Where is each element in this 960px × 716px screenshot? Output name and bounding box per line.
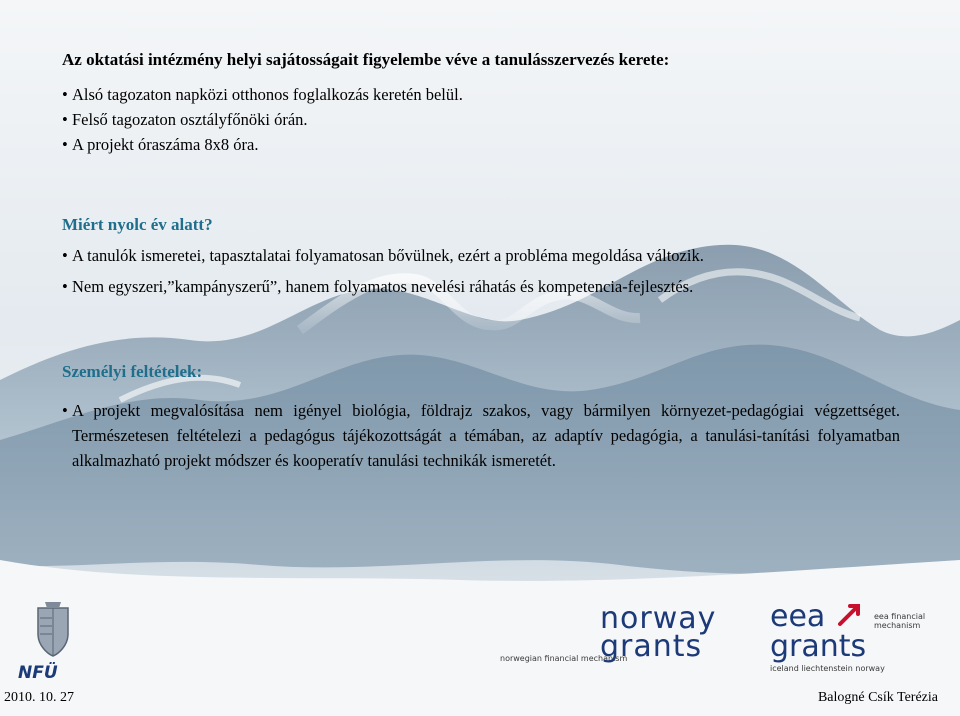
eea-grants-logo (770, 598, 950, 678)
coat-of-arms-icon (18, 600, 88, 660)
nfu-logo (18, 600, 88, 682)
bullet-item: • A tanulók ismeretei, tapasztalatai folyamatosan bővülnek, ezért a probléma megoldása változik. (62, 243, 900, 268)
bullet-item: • A projekt óraszáma 8x8 óra. (62, 132, 900, 157)
eea-arrow-icon (836, 600, 866, 630)
section-heading-framework: Az oktatási intézmény helyi sajátosságait figyelembe véve a tanulásszervezés kerete: (62, 50, 670, 69)
eea-grants-line1: eea (770, 599, 826, 634)
eea-grants-sub: iceland liechtenstein norway (770, 664, 885, 673)
eea-grants-mech: eea financial mechanism (874, 612, 926, 630)
section-heading-personal: Személyi feltételek: (62, 362, 203, 381)
eea-grants-line2: grants (770, 629, 867, 664)
bullet-item: • A projekt megvalósítása nem igényel biológia, földrajz szakos, vagy bármilyen környezet-pedagógiai végzettséget. Természetesen feltételezi a pedagógus tájékozottságát a témában, az adaptív pedagógia, a tanulási-tanítási folyamatban alkalmazható projekt módszer és kooperatív tanulási technikák ismeretét. (62, 398, 900, 473)
bullet-item: • Alsó tagozaton napközi otthonos foglalkozás keretén belül. (62, 82, 900, 107)
section-heading-why: Miért nyolc év alatt? (62, 215, 213, 234)
norway-grants-logo (500, 600, 750, 670)
norway-grants-sub: norwegian financial mechanism (500, 654, 628, 663)
footer-author: Balogné Csík Terézia (817, 690, 938, 705)
norway-grants-line2: grants (600, 629, 703, 664)
bullet-item: • Felső tagozaton osztályfőnöki órán. (62, 107, 900, 132)
bullet-item: • Nem egyszeri,”kampányszerű”, hanem folyamatos nevelési ráhatás és kompetencia-fejlesztés. (62, 274, 900, 299)
footer-date: 2010. 10. 27 (4, 690, 74, 705)
nfu-logo-text: NFÜ (18, 663, 58, 683)
slide-content (62, 47, 900, 473)
norway-grants-line1: norway (600, 601, 717, 636)
